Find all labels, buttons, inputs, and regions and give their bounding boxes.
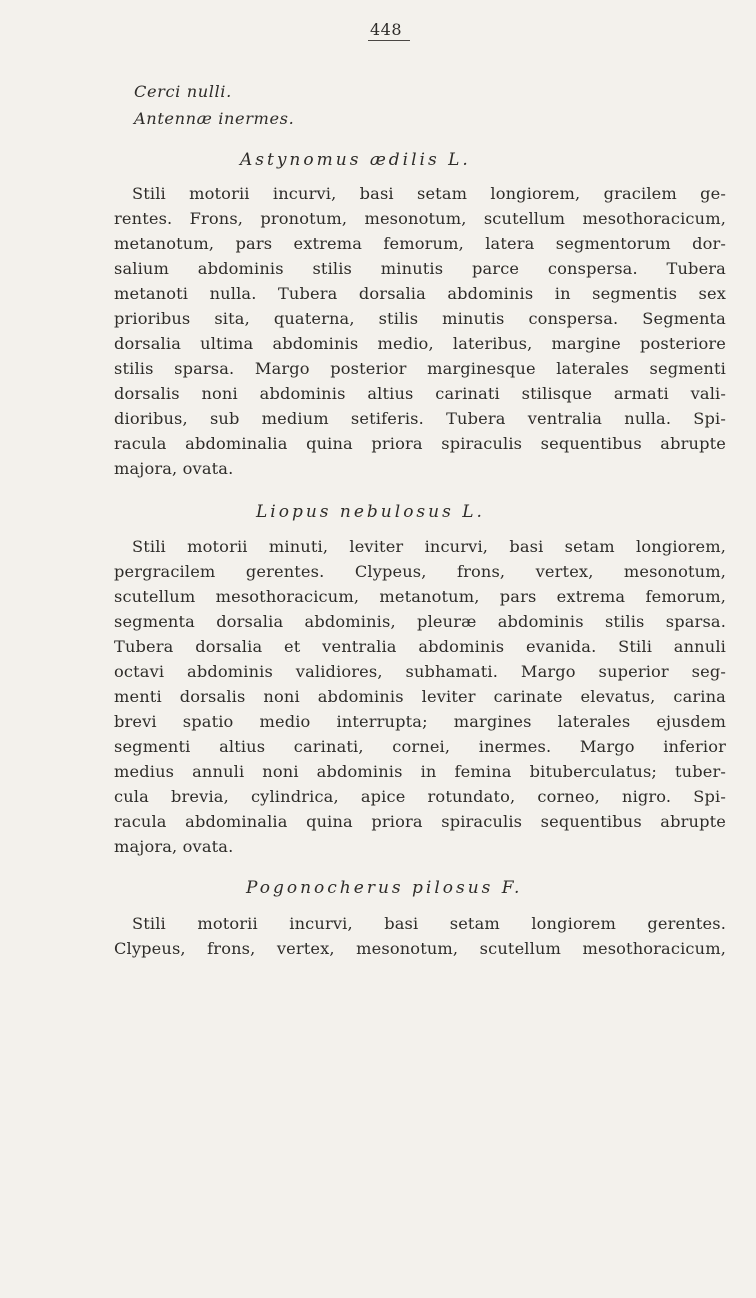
page-number-rule [368, 40, 410, 41]
text-line: majora, ovata. [114, 459, 234, 478]
text-line: Stili motorii incurvi, basi setam longiorem, gracilem ge- [132, 184, 726, 203]
text-line: rentes. Frons, pronotum, mesonotum, scutellum mesothoracicum, [114, 209, 726, 228]
text-line: prioribus sita, quaterna, stilis minutis conspersa. Segmenta [114, 309, 726, 328]
text-line: racula abdominalia quina priora spiraculis sequentibus abrupte [114, 812, 726, 831]
species-heading-pogonocherus: Pogonocherus pilosus F. [246, 878, 523, 898]
text-line: octavi abdominis validiores, subhamati. Margo superior seg- [114, 662, 726, 681]
text-line: pergracilem gerentes. Clypeus, frons, vertex, mesonotum, [114, 562, 726, 581]
text-line: Stili motorii minuti, leviter incurvi, basi setam longiorem, [132, 537, 726, 556]
species-heading-liopus: Liopus nebulosus L. [256, 502, 485, 522]
text-line: Clypeus, frons, vertex, mesonotum, scutellum mesothoracicum, [114, 939, 726, 958]
text-line: racula abdominalia quina priora spiraculis sequentibus abrupte [114, 434, 726, 453]
text-line: scutellum mesothoracicum, metanotum, pars extrema femorum, [114, 587, 726, 606]
text-line: dorsalis noni abdominis altius carinati stilisque armati vali- [114, 384, 726, 403]
text-line: medius annuli noni abdominis in femina bituberculatus; tuber- [114, 762, 726, 781]
text-line: segmenta dorsalia abdominis, pleuræ abdominis stilis sparsa. [114, 612, 726, 631]
text-line: stilis sparsa. Margo posterior marginesque laterales segmenti [114, 359, 726, 378]
text-line: metanoti nulla. Tubera dorsalia abdominis in segmentis sex [114, 284, 726, 303]
text-line: dioribus, sub medium setiferis. Tubera ventralia nulla. Spi- [114, 409, 726, 428]
text-line: cula brevia, cylindrica, apice rotundato, corneo, nigro. Spi- [114, 787, 726, 806]
text-line: salium abdominis stilis minutis parce conspersa. Tubera [114, 259, 726, 278]
header-line-cerci: Cerci nulli. [134, 82, 232, 101]
text-line: brevi spatio medio interrupta; margines laterales ejusdem [114, 712, 726, 731]
page-number: 448 [370, 20, 403, 39]
text-line: majora, ovata. [114, 837, 234, 856]
species-heading-astynomus: Astynomus ædilis L. [240, 150, 471, 170]
text-line: Stili motorii incurvi, basi setam longiorem gerentes. [132, 914, 726, 933]
text-line: dorsalia ultima abdominis medio, lateribus, margine posteriore [114, 334, 726, 353]
header-line-antennae: Antennæ inermes. [134, 109, 295, 128]
text-line: segmenti altius carinati, cornei, inermes. Margo inferior [114, 737, 726, 756]
text-line: menti dorsalis noni abdominis leviter carinate elevatus, carina [114, 687, 726, 706]
text-line: Tubera dorsalia et ventralia abdominis evanida. Stili annuli [114, 637, 726, 656]
text-line: metanotum, pars extrema femorum, latera segmentorum dor- [114, 234, 726, 253]
